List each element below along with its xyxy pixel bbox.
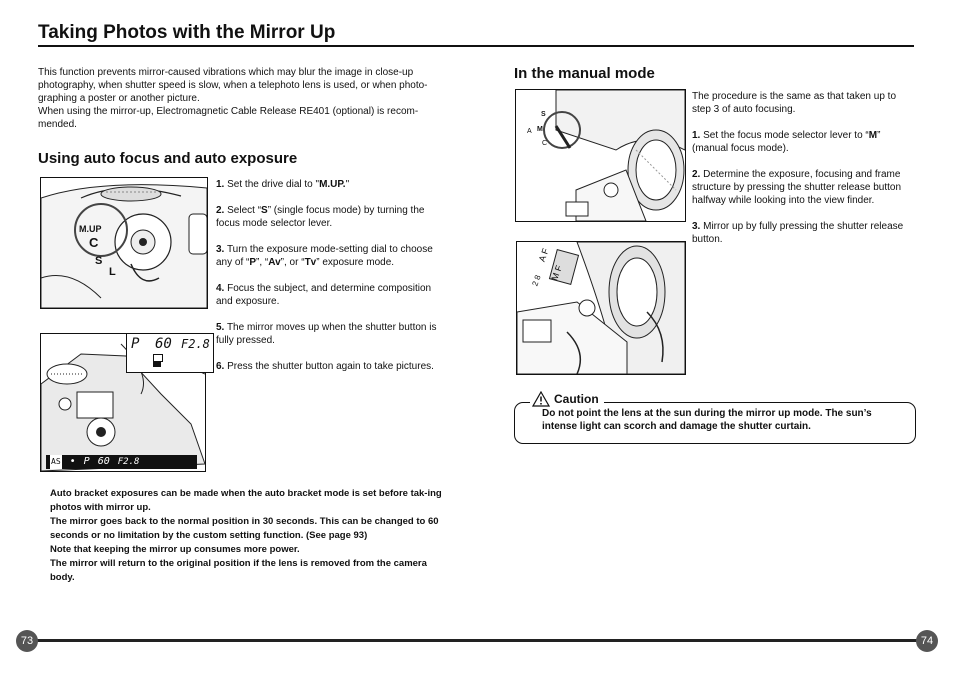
- lcd-strip-shutter: 60: [97, 456, 110, 467]
- intro-line-2: When using the mirror-up, Electromagnetic Cable Release RE401 (optional) is recom-mended.: [38, 106, 419, 130]
- auto-step-5: 5. The mirror moves up when the shutter button is fully pressed.: [216, 322, 437, 346]
- note-4: The mirror will return to the original position if the lens is removed from the camera body.: [50, 558, 427, 583]
- note-1: Auto bracket exposures can be made when the auto bracket mode is set before tak-ing photos with mirror up.: [50, 488, 442, 513]
- note-2: The mirror goes back to the normal position in 30 seconds. This can be changed to 60 seconds or no limitation by the custom setting function. (See page 93): [50, 516, 439, 541]
- lcd-aperture: F2.8: [181, 337, 210, 351]
- auto-step-1: 1. Set the drive dial to "M.UP.": [216, 179, 350, 190]
- lcd-mode: P: [131, 336, 140, 352]
- lens-label-scale: 2 8: [530, 273, 543, 288]
- intro-paragraph: [38, 66, 440, 131]
- caution-title: Caution: [554, 392, 599, 406]
- lever-label-m: M: [537, 126, 543, 133]
- auto-step-4: 4. Focus the subject, and determine composition and exposure.: [216, 283, 432, 307]
- manual-steps-list: [692, 90, 914, 246]
- dial-label-s: S: [95, 255, 103, 267]
- drive-dial-illustration: [40, 177, 208, 309]
- lcd-panel: [126, 333, 214, 373]
- auto-section-heading: Using auto focus and auto exposure: [38, 150, 298, 167]
- lcd-shutter: 60: [155, 336, 172, 352]
- page-title: Taking Photos with the Mirror Up: [38, 22, 336, 43]
- auto-steps-list: [216, 178, 440, 373]
- focus-lever-drawing: [516, 90, 685, 221]
- dial-label-c: C: [89, 235, 99, 250]
- footer-divider: [28, 639, 926, 642]
- page-number-right: 74: [916, 630, 938, 652]
- focus-ring-illustration: [516, 241, 686, 375]
- page-number-left: 73: [16, 630, 38, 652]
- lcd-strip-dot: •: [69, 456, 76, 467]
- auto-step-6: 6. Press the shutter button again to take pictures.: [216, 361, 434, 372]
- lever-label-c: C: [542, 140, 548, 147]
- dial-label-mup: M.UP: [79, 224, 102, 234]
- caution-header: [530, 391, 604, 407]
- title-divider: [38, 45, 914, 47]
- auto-step-2: 2. Select “S” (single focus mode) by turning the focus mode selector lever.: [216, 205, 425, 229]
- lens-label-af: A F: [536, 246, 551, 264]
- lcd-battery-icon: [153, 362, 161, 367]
- auto-step-3: 3. Turn the exposure mode-setting dial to choose any of “P”, “Av”, or “Tv” exposure mode.: [216, 244, 433, 268]
- warning-triangle-icon: [532, 391, 550, 407]
- viewfinder-display-strip: [46, 455, 197, 469]
- lever-label-a: A: [527, 128, 532, 135]
- focus-lever-illustration: [515, 89, 686, 222]
- notes-block: [50, 487, 442, 585]
- manual-section-heading: In the manual mode: [514, 65, 655, 82]
- manual-step-2: 2. Determine the exposure, focusing and frame structure by pressing the shutter release button halfway while looking into the view finder.: [692, 169, 902, 206]
- dial-label-l: L: [109, 266, 116, 278]
- lcd-strip-aperture: F2.8: [117, 457, 140, 467]
- lever-label-s: S: [541, 111, 546, 118]
- note-3: Note that keeping the mirror up consumes more power.: [50, 544, 300, 555]
- lcd-strip-flags: AS: [50, 455, 62, 469]
- lcd-frame-icon: [153, 354, 163, 362]
- intro-line-1: This function prevents mirror-caused vibrations which may blur the image in close-up photography, when shutter speed is slow, when a telephoto lens is used, or when photo-graphing a poster or another picture.: [38, 67, 428, 104]
- lens-label-mf: M F: [549, 264, 565, 282]
- manual-intro: The procedure is the same as that taken up to step 3 of auto focusing.: [692, 91, 897, 115]
- manual-step-1: 1. Set the focus mode selector lever to “M” (manual focus mode).: [692, 130, 881, 154]
- drive-dial-drawing: [41, 178, 207, 308]
- lcd-strip-mode: P: [83, 456, 90, 467]
- manual-step-3: 3. Mirror up by fully pressing the shutter release button.: [692, 221, 904, 245]
- caution-text: Do not point the lens at the sun during the mirror up mode. The sun’s intense light can scorch and damage the shutter curtain.: [542, 408, 872, 432]
